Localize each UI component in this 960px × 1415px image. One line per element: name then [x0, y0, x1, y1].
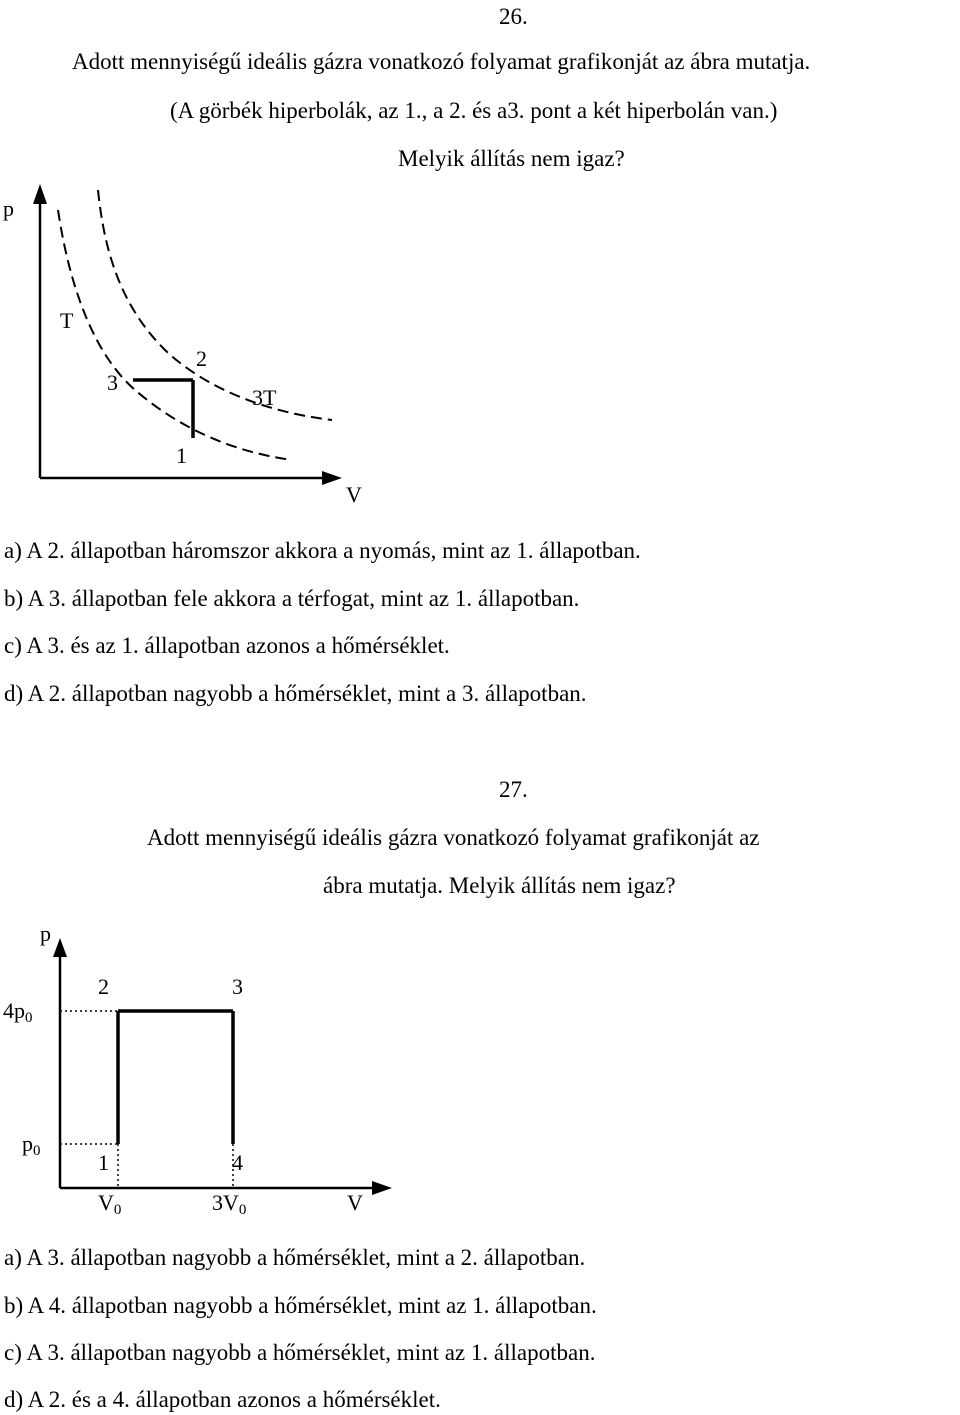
- point-1-label: 1: [176, 443, 187, 468]
- question-26-prompt-line2: (A görbék hiperbolák, az 1., a 2. és a3. pont a két hiperbolán van.): [170, 98, 778, 123]
- v-axis-arrowhead: [372, 1181, 392, 1195]
- question-26-option-c: c) A 3. és az 1. állapotban azonos a hőmérséklet.: [4, 633, 450, 658]
- v-axis-arrowhead: [322, 471, 342, 485]
- point-3-label: 3: [232, 974, 243, 999]
- question-26-question: Melyik állítás nem igaz?: [398, 146, 625, 171]
- p-axis-label: p: [40, 921, 51, 946]
- v-axis-label: V: [346, 482, 362, 507]
- question-27-option-a: a) A 3. állapotban nagyobb a hőmérséklet, mint a 2. állapotban.: [4, 1245, 586, 1270]
- isotherm-3t-curve: [98, 190, 332, 420]
- v-high-label: 3V0: [212, 1190, 247, 1218]
- question-27-option-b: b) A 4. állapotban nagyobb a hőmérséklet, mint az 1. állapotban.: [4, 1293, 597, 1318]
- question-26-option-b: b) A 3. állapotban fele akkora a térfogat, mint az 1. állapotban.: [4, 586, 580, 611]
- point-2-label: 2: [196, 346, 207, 371]
- p-axis-label: p: [3, 196, 14, 221]
- question-26-prompt-line1: Adott mennyiségű ideális gázra vonatkozó folyamat grafikonját az ábra mutatja.: [72, 49, 811, 74]
- v-axis-label: V: [347, 1190, 363, 1215]
- p-axis-arrowhead: [33, 184, 47, 204]
- p-high-label: 4p0: [3, 998, 33, 1026]
- question-27-prompt-line2: ábra mutatja. Melyik állítás nem igaz?: [323, 873, 676, 898]
- question-26-option-d: d) A 2. állapotban nagyobb a hőmérséklet, mint a 3. állapotban.: [4, 681, 587, 706]
- point-3-label: 3: [107, 370, 118, 395]
- p-axis-arrowhead: [53, 938, 67, 957]
- p-low-label: p0: [22, 1131, 41, 1159]
- isotherm-t-curve: [58, 210, 292, 460]
- point-2-label: 2: [98, 974, 109, 999]
- point-4-label: 4: [232, 1150, 243, 1175]
- question-27-option-d: d) A 2. és a 4. állapotban azonos a hőmérséklet.: [4, 1387, 441, 1412]
- question-27-prompt-line1: Adott mennyiségű ideális gázra vonatkozó folyamat grafikonját az: [147, 825, 760, 850]
- isotherm-t-label: T: [60, 308, 74, 333]
- question-26-number: 26.: [499, 4, 528, 29]
- question-27-option-c: c) A 3. állapotban nagyobb a hőmérséklet, mint az 1. állapotban.: [4, 1340, 596, 1365]
- v-low-label: V0: [98, 1190, 122, 1218]
- isotherm-3t-label: 3T: [252, 385, 277, 410]
- question-26-option-a: a) A 2. állapotban háromszor akkora a nyomás, mint az 1. állapotban.: [4, 538, 641, 563]
- question-27-number: 27.: [499, 777, 528, 802]
- point-1-label: 1: [98, 1150, 109, 1175]
- diagram-26: [0, 0, 960, 520]
